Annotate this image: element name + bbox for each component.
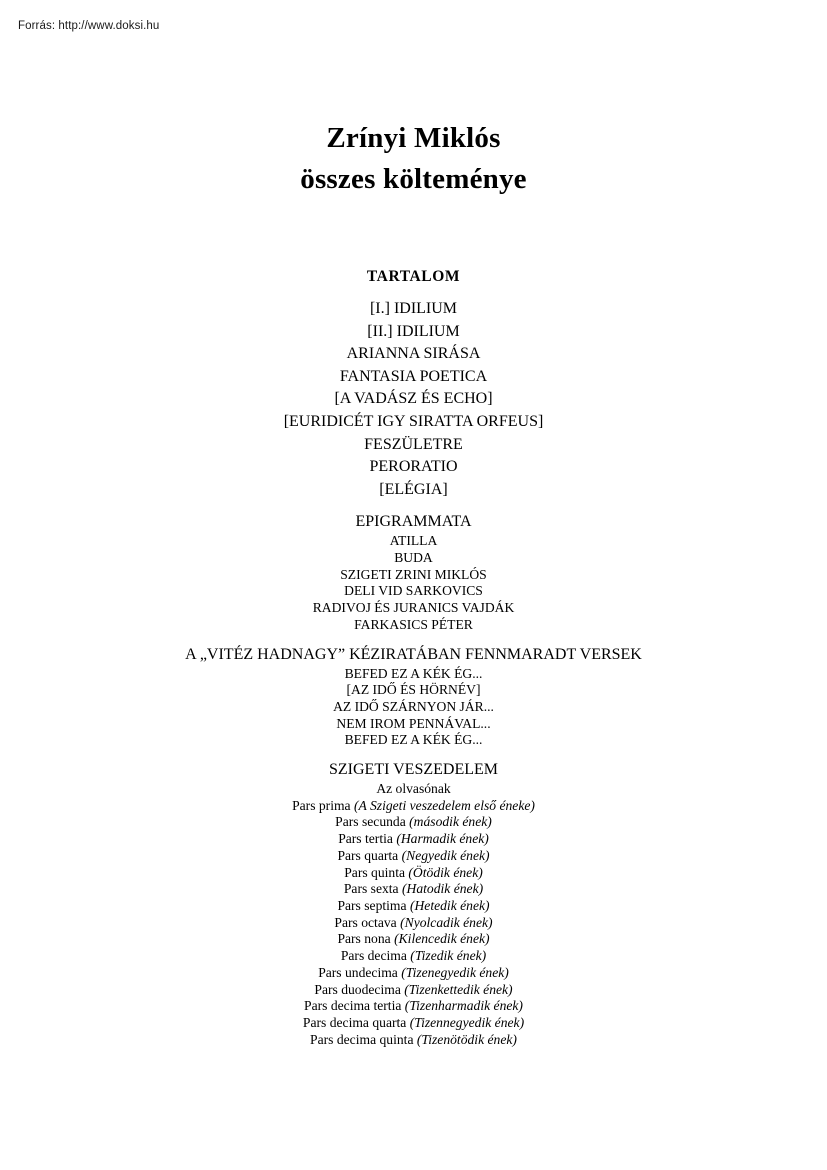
toc-subentry[interactable]	[0, 1032, 827, 1049]
toc-subentry-label: NEM IROM PENNÁVAL...	[336, 715, 491, 731]
toc-subentry-label: Pars prima	[292, 797, 354, 813]
toc-subentry[interactable]	[0, 848, 827, 865]
toc-subentry-label: Pars decima quinta	[310, 1031, 417, 1047]
toc-subentry-label: [AZ IDŐ ÉS HÖRNÉV]	[346, 682, 481, 698]
toc-subentry-label: AZ IDŐ SZÁRNYON JÁR...	[333, 698, 494, 714]
toc-subentry[interactable]	[0, 716, 827, 733]
toc-subentry[interactable]	[0, 831, 827, 848]
page-title	[0, 0, 827, 200]
toc-subentry-label: Pars decima quarta	[302, 1014, 410, 1030]
toc-entry[interactable]: [EURIDICÉT IGY SIRATTA ORFEUS]	[283, 412, 544, 430]
title-line-1: Zrínyi Miklós	[326, 122, 501, 154]
toc-subentry[interactable]	[0, 915, 827, 932]
toc-subentry-note: (Ötödik ének)	[408, 864, 483, 880]
toc-subentry[interactable]	[0, 982, 827, 999]
toc-subentry-label: Pars quarta	[337, 847, 402, 863]
toc-subentry-label: Pars secunda	[335, 814, 410, 830]
toc-section-heading[interactable]: A „VITÉZ HADNAGY” KÉZIRATÁBAN FENNMARADT VERSEK	[185, 645, 642, 663]
toc-subentry-label: Pars quinta	[344, 864, 409, 880]
toc-entry[interactable]: FANTASIA POETICA	[339, 367, 488, 385]
toc-subentry-label: DELI VID SARKOVICS	[344, 583, 483, 599]
toc-subentry[interactable]	[0, 533, 827, 550]
toc-subentry-label: Pars decima	[340, 948, 411, 964]
toc-subentry[interactable]	[0, 965, 827, 982]
toc-subentry-label: RADIVOJ ÉS JURANICS VAJDÁK	[312, 600, 515, 616]
toc-subentry[interactable]	[0, 931, 827, 948]
toc-subentry[interactable]	[0, 865, 827, 882]
toc-entry[interactable]: [II.] IDILIUM	[367, 322, 460, 340]
toc-subentry-list	[0, 781, 827, 1048]
toc-entry[interactable]: ARIANNA SIRÁSA	[346, 345, 481, 363]
toc-subentry[interactable]	[0, 682, 827, 699]
toc-subentry-note: (Hetedik ének)	[409, 898, 490, 913]
toc-sections	[0, 511, 827, 1048]
toc-section-heading[interactable]: SZIGETI VESZEDELEM	[328, 761, 498, 779]
toc-subentry-note: (Nyolcadik ének)	[400, 914, 493, 930]
toc-subentry-note: (A Szigeti veszedelem első éneke)	[354, 797, 535, 813]
toc-subentry-label: ATILLA	[389, 533, 438, 549]
toc-subentry-label: BUDA	[394, 550, 433, 566]
toc-subentry-note: (Tizenegyedik ének)	[401, 964, 509, 980]
toc-subentry-note: (Harmadik ének)	[396, 831, 489, 847]
toc-section-heading[interactable]: EPIGRAMMATA	[355, 513, 472, 531]
toc-subentry-list	[0, 666, 827, 750]
toc-major-list	[0, 298, 827, 501]
toc-subentry[interactable]	[0, 732, 827, 749]
toc-subentry-label: Pars sexta	[343, 881, 402, 897]
toc-entry[interactable]: [I.] IDILIUM	[369, 300, 458, 317]
toc-subentry-label: BEFED EZ A KÉK ÉG...	[344, 732, 483, 748]
toc-entry[interactable]: [A VADÁSZ ÉS ECHO]	[334, 390, 493, 408]
toc-subentry-label: Pars nona	[337, 931, 395, 947]
toc-subentry[interactable]	[0, 583, 827, 600]
toc-subentry-label: Pars undecima	[318, 964, 402, 980]
toc-subentry[interactable]	[0, 666, 827, 683]
toc-subentry-label: Az olvasónak	[376, 781, 451, 797]
source-watermark: Forrás: http://www.doksi.hu	[18, 20, 160, 32]
table-of-contents-heading: TARTALOM	[366, 268, 461, 285]
toc-subentry[interactable]	[0, 699, 827, 716]
toc-subentry-note: (Hatodik ének)	[401, 881, 484, 897]
toc-subentry[interactable]	[0, 898, 827, 915]
toc-subentry-note: (Tizennegyedik ének)	[409, 1014, 525, 1030]
toc-entry[interactable]: FESZÜLETRE	[364, 435, 463, 453]
toc-subentry[interactable]	[0, 1015, 827, 1032]
toc-subentry-label: Pars septima	[337, 898, 410, 913]
toc-entry[interactable]: [ELÉGIA]	[379, 480, 448, 498]
toc-subentry-note: (Negyedik ének)	[401, 847, 490, 863]
toc-subentry-note: (Tizenharmadik ének)	[404, 998, 523, 1014]
toc-subentry-label: Pars octava	[334, 914, 401, 930]
toc-subentry[interactable]	[0, 998, 827, 1015]
toc-subentry[interactable]	[0, 881, 827, 898]
toc-subentry-list	[0, 533, 827, 633]
toc-subentry-note: (Kilencedik ének)	[394, 931, 490, 947]
toc-subentry[interactable]	[0, 814, 827, 831]
toc-subentry-label: Pars tertia	[338, 831, 397, 847]
toc-subentry[interactable]	[0, 550, 827, 567]
toc-subentry-note: (Tizedik ének)	[410, 948, 487, 964]
title-line-2: összes költeménye	[300, 163, 527, 195]
toc-subentry-note: (második ének)	[409, 814, 492, 830]
toc-subentry[interactable]	[0, 798, 827, 815]
toc-subentry-label: Pars decima tertia	[304, 998, 405, 1014]
toc-subentry[interactable]	[0, 567, 827, 584]
toc-subentry-note: (Tizenkettedik ének)	[404, 981, 513, 997]
toc-subentry-note: (Tizenötödik ének)	[416, 1031, 517, 1047]
toc-subentry-label: Pars duodecima	[314, 981, 405, 997]
toc-entry[interactable]: PERORATIO	[369, 458, 458, 476]
toc-subentry[interactable]	[0, 600, 827, 617]
toc-subentry[interactable]	[0, 781, 827, 798]
toc-subentry-label: FARKASICS PÉTER	[354, 616, 473, 632]
toc-subentry-label: BEFED EZ A KÉK ÉG...	[344, 665, 483, 681]
toc-subentry-label: SZIGETI ZRINI MIKLÓS	[340, 566, 487, 582]
toc-subentry[interactable]	[0, 948, 827, 965]
toc-subentry[interactable]	[0, 617, 827, 634]
